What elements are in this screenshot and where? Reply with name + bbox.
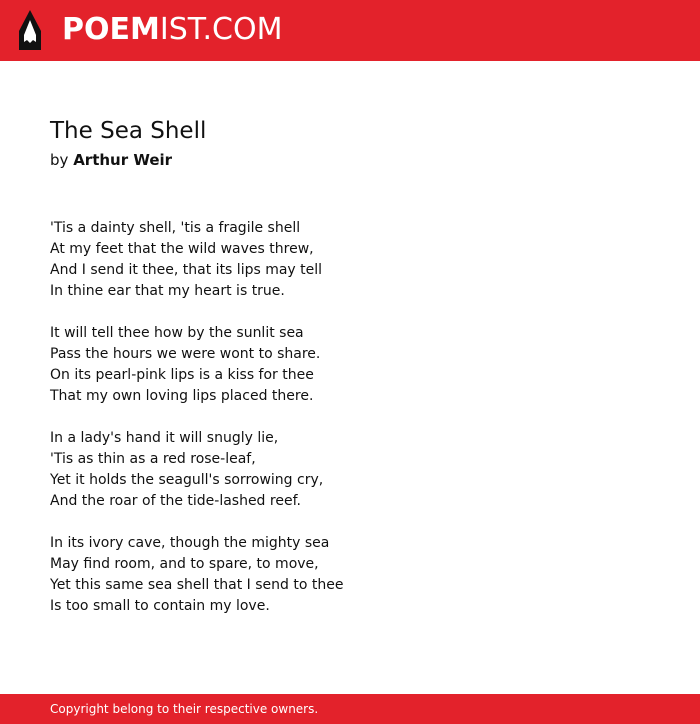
stanza-3 <box>50 428 650 512</box>
poem-line: May find room, and to spare, to move, <box>50 556 319 572</box>
poem-line: Yet it holds the seagull's sorrowing cry, <box>50 472 324 488</box>
stanza-1 <box>50 218 650 302</box>
poem-line: At my feet that the wild waves threw, <box>50 241 314 257</box>
poem-line: And the roar of the tide-lashed reef. <box>50 493 301 509</box>
poem-line: On its pearl-pink lips is a kiss for thee <box>50 367 314 383</box>
poem-line: 'Tis a dainty shell, 'tis a fragile shell <box>50 220 301 236</box>
poem-line: And I send it thee, that its lips may tell <box>50 262 323 278</box>
poem-line: In its ivory cave, though the mighty sea <box>50 535 330 551</box>
pencil-tip-icon <box>18 9 42 51</box>
poem-line: That my own loving lips placed there. <box>50 388 314 404</box>
poem-line: In thine ear that my heart is true. <box>50 283 285 299</box>
poem-body <box>50 218 650 617</box>
poem-line: It will tell thee how by the sunlit sea <box>50 325 304 341</box>
brand-light-part: IST.COM <box>159 12 283 47</box>
home-link[interactable] <box>18 8 282 52</box>
site-header <box>0 0 700 61</box>
poem-line: Is too small to contain my love. <box>50 598 270 614</box>
poem-article <box>50 114 650 638</box>
copyright-text: Copyright belong to their respective owners. <box>50 702 319 716</box>
poem-byline <box>50 148 650 172</box>
site-footer <box>0 694 700 724</box>
poem-line: Pass the hours we were wont to share. <box>50 346 321 362</box>
poem-line: Yet this same sea shell that I send to thee <box>50 577 344 593</box>
author-name: Arthur Weir <box>73 151 173 169</box>
brand-bold-part: POEM <box>62 12 160 47</box>
site-logo-text <box>62 12 283 47</box>
stanza-4 <box>50 533 650 617</box>
poem-line: 'Tis as thin as a red rose-leaf, <box>50 451 256 467</box>
stanza-2 <box>50 323 650 407</box>
by-label: by <box>50 151 69 169</box>
poem-line: In a lady's hand it will snugly lie, <box>50 430 279 446</box>
poem-title: The Sea Shell <box>50 118 207 144</box>
